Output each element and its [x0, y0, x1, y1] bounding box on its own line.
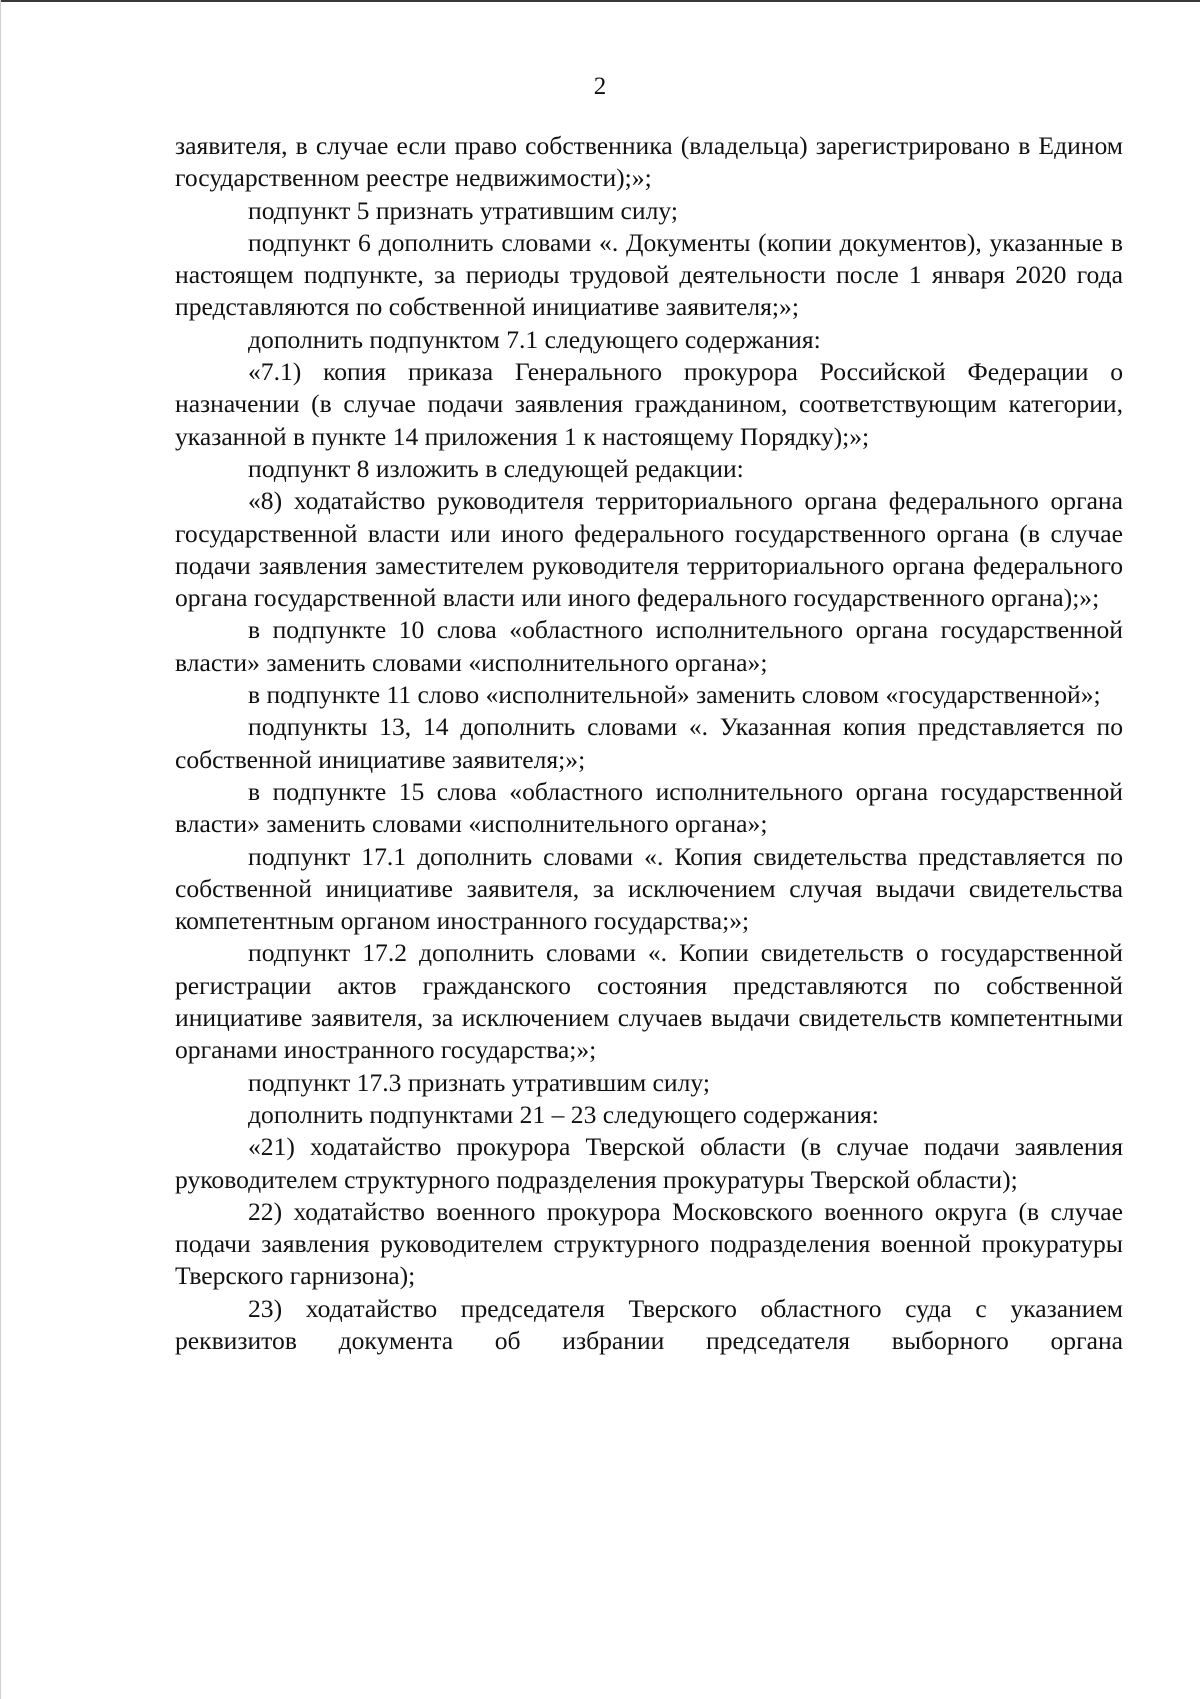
- paragraph-12: подпункт 17.1 дополнить словами «. Копия свидетельства представляется по собственной инициативе заявителя, за исключением случая выдачи свидетельства компетентным органом иностранного государства;»;: [175, 841, 1123, 936]
- paragraph-16: «21) ходатайство прокурора Тверской области (в случае подачи заявления руководителем структурного подразделения прокуратуры Тверской области);: [175, 1132, 1123, 1194]
- scan-left-edge: [0, 0, 1, 1699]
- paragraph-3: подпункт 6 дополнить словами «. Документы (копии документов), указанные в настоящем подпункте, за периоды трудовой деятельности после 1 января 2020 года представляются по собственной инициативе заявителя;»;: [175, 227, 1123, 322]
- paragraph-13: подпункт 17.2 дополнить словами «. Копии свидетельств о государственной регистрации актов гражданского состояния представляются по собственной инициативе заявителя, за исключением случаев выдачи свидетельств компетентными органами иностранного государства;»;: [175, 938, 1123, 1065]
- paragraph-17: 22) ходатайство военного прокурора Московского военного округа (в случае подачи заявления руководителем структурного подразделения военной прокуратуры Тверского гарнизона);: [175, 1196, 1123, 1291]
- paragraph-7: «8) ходатайство руководителя территориального органа федерального органа государственной власти или иного федерального государственного органа (в случае подачи заявления заместителем руководителя территориального органа федерального органа государственной власти или иного федерального государственного органа);»;: [175, 486, 1123, 613]
- paragraph-5: «7.1) копия приказа Генерального прокурора Российской Федерации о назначении (в случае подачи заявления гражданином, соответствующим категории, указанной в пункте 14 приложения 1 к настоящему Порядку);»;: [175, 357, 1123, 451]
- document-body: [175, 130, 1123, 1357]
- paragraph-4: дополнить подпунктом 7.1 следующего содержания:: [248, 324, 821, 354]
- paragraph-14: подпункт 17.3 признать утратившим силу;: [248, 1067, 710, 1097]
- paragraph-11: в подпункте 15 слова «областного исполнительного органа государственной власти» заменить словами «исполнительного органа»;: [175, 776, 1123, 839]
- paragraph-1: заявителя, в случае если право собственника (владельца) зарегистрировано в Едином государственном реестре недвижимости);»;: [175, 131, 1123, 193]
- paragraph-6: подпункт 8 изложить в следующей редакции:: [248, 453, 744, 483]
- paragraph-18: 23) ходатайство председателя Тверского областного суда с указанием реквизитов документа об избрании председателя выборного органа: [175, 1293, 1123, 1355]
- paragraph-9: в подпункте 11 слово «исполнительной» заменить словом «государственной»;: [248, 680, 1101, 710]
- scan-top-edge: [0, 0, 1200, 2]
- page-number: 2: [593, 73, 607, 100]
- paragraph-2: подпункт 5 признать утратившим силу;: [248, 195, 678, 225]
- paragraph-8: в подпункте 10 слова «областного исполнительного органа государственной власти» заменить словами «исполнительного органа»;: [175, 615, 1123, 677]
- paragraph-10: подпункты 13, 14 дополнить словами «. Указанная копия представляется по собственной инициативе заявителя;»;: [175, 712, 1123, 774]
- paragraph-15: дополнить подпунктами 21 – 23 следующего содержания:: [248, 1099, 879, 1129]
